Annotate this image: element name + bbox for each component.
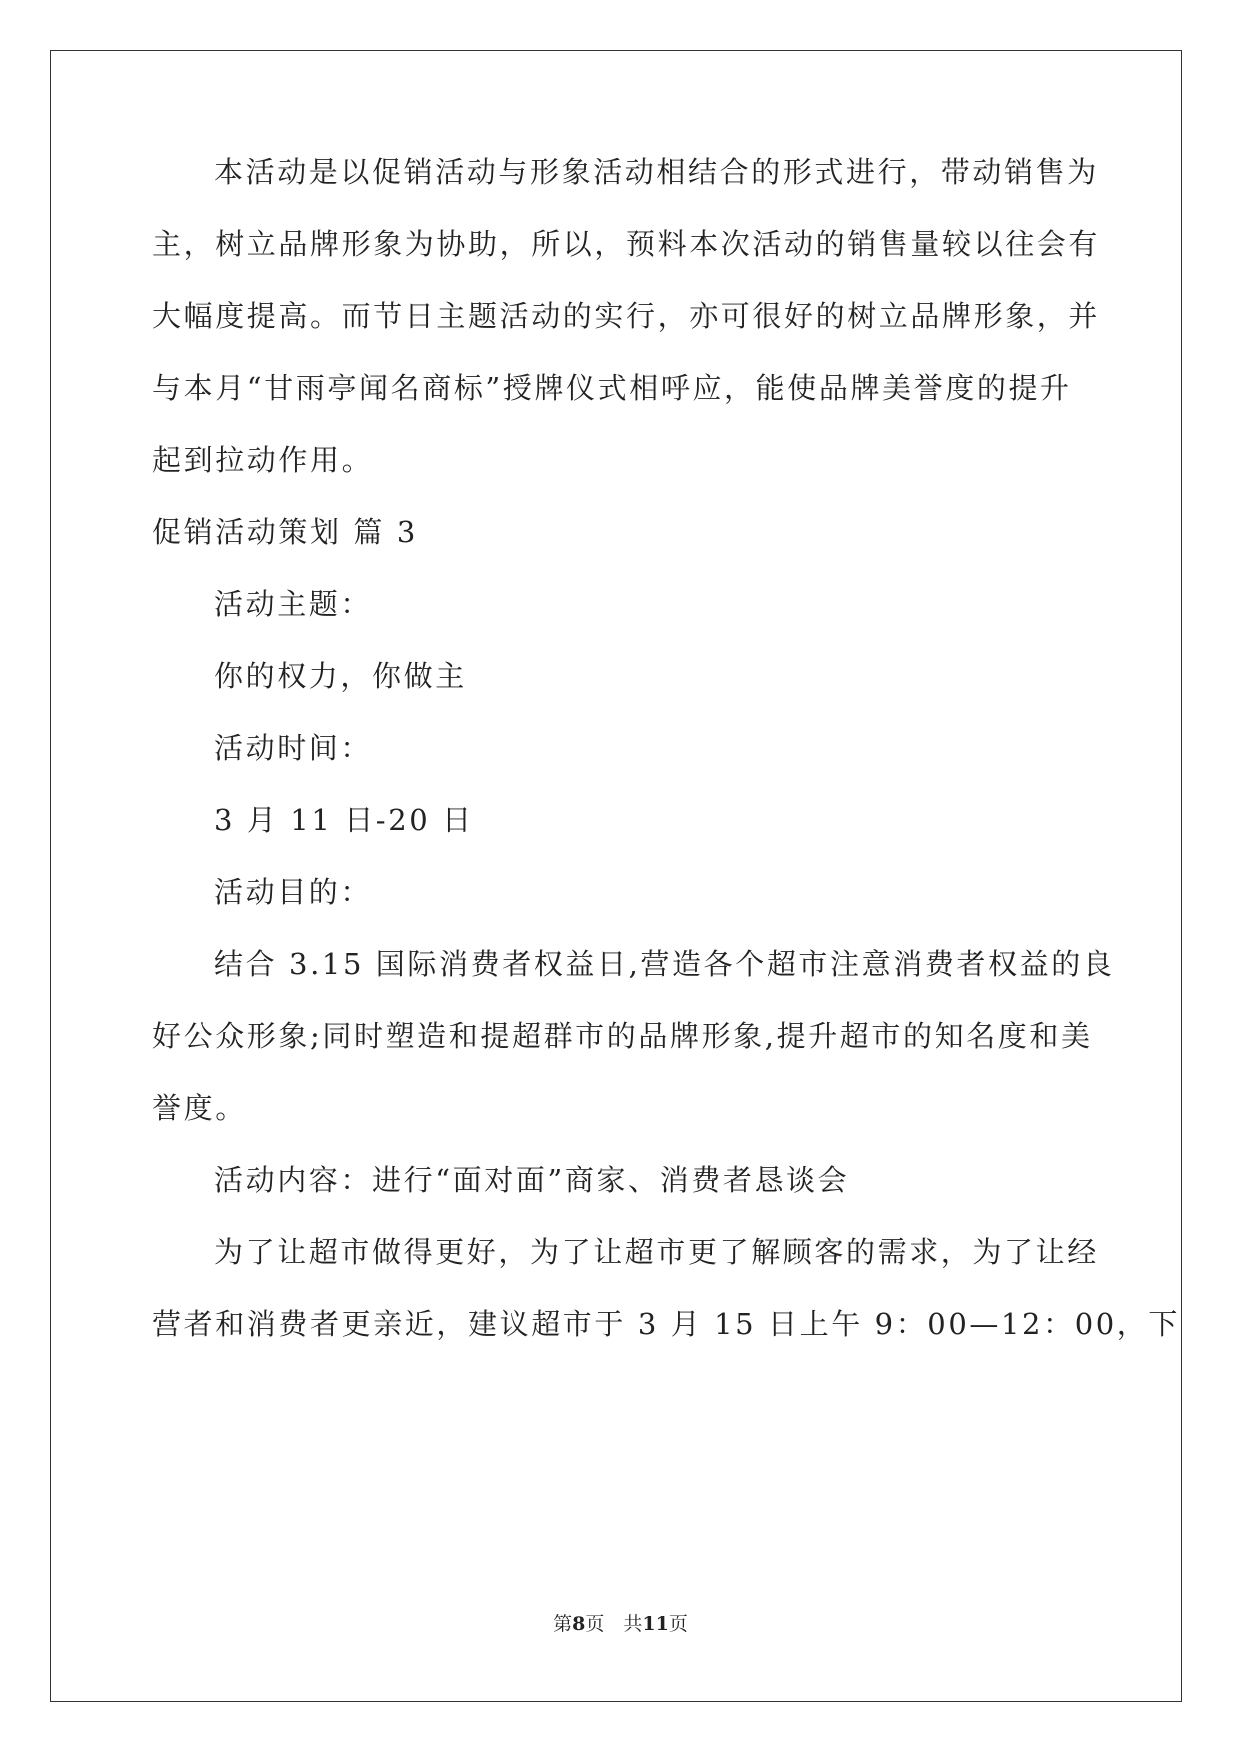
paragraph-line: 为了让超市做得更好，为了让超市更了解顾客的需求，为了让经	[214, 1235, 1099, 1269]
paragraph-line: 与本月“甘雨亭闻名商标”授牌仪式相呼应，能使品牌美誉度的提升	[152, 371, 1072, 405]
paragraph-line: 起到拉动作用。	[152, 443, 374, 477]
paragraph-line: 活动主题：	[214, 587, 373, 621]
paragraph-line: 结合 3.15 国际消费者权益日,营造各个超市注意消费者权益的良	[214, 947, 1115, 981]
paragraph-line: 活动内容：进行“面对面”商家、消费者恳谈会	[214, 1163, 850, 1197]
paragraph-line: 3 月 11 日-20 日	[214, 803, 474, 837]
footer-prefix: 第	[553, 1613, 573, 1635]
paragraph-line: 本活动是以促销活动与形象活动相结合的形式进行，带动销售为	[214, 155, 1099, 189]
paragraph-line: 好公众形象;同时塑造和提超群市的品牌形象,提升超市的知名度和美	[152, 1019, 1093, 1053]
paragraph-line: 主，树立品牌形象为协助，所以，预料本次活动的销售量较以往会有	[152, 227, 1101, 261]
paragraph-line: 你的权力，你做主	[214, 659, 467, 693]
paragraph-line: 誉度。	[152, 1091, 247, 1125]
paragraph-line: 营者和消费者更亲近，建议超市于 3 月 15 日上午 9：00—12：00，下	[152, 1307, 1180, 1341]
footer-page-number: 8	[572, 1613, 586, 1635]
paragraph-line: 大幅度提高。而节日主题活动的实行，亦可很好的树立品牌形象，并	[152, 299, 1101, 333]
footer-suffix: 页	[668, 1613, 688, 1635]
section-heading: 促销活动策划 篇 3	[152, 515, 418, 549]
paragraph-line: 活动目的：	[214, 875, 373, 909]
paragraph-line: 活动时间：	[214, 731, 373, 765]
footer-total-pages: 11	[642, 1613, 669, 1635]
footer-mid: 页 共	[585, 1613, 643, 1635]
page-footer	[0, 1612, 1241, 1636]
